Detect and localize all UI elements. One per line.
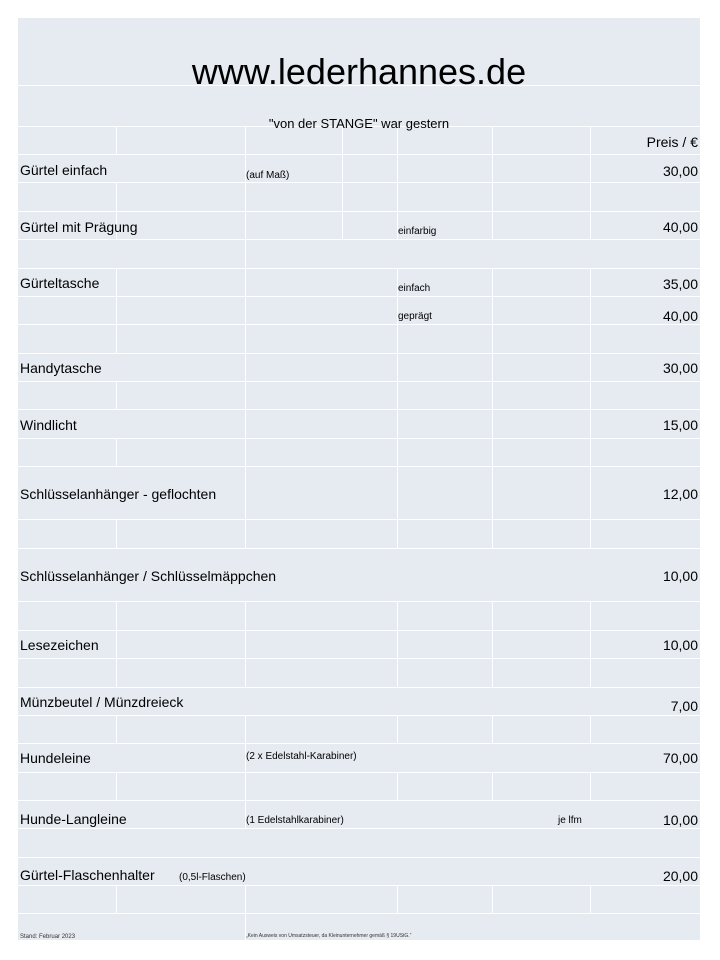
- grid-line: [18, 409, 700, 410]
- item-price: 20,00: [662, 868, 698, 884]
- grid-line: [397, 885, 398, 914]
- grid-line: [590, 715, 591, 744]
- grid-line: [18, 182, 700, 183]
- grid-line: [116, 381, 117, 410]
- grid-line: [18, 519, 700, 520]
- item-note: (1 Edelstahlkarabiner): [246, 815, 344, 826]
- item-name: Hunde-Langleine: [20, 811, 127, 827]
- grid-line: [116, 268, 117, 354]
- grid-line: [492, 772, 493, 801]
- grid-line: [18, 715, 700, 716]
- grid-line: [18, 885, 700, 886]
- grid-line: [18, 743, 700, 744]
- grid-line: [245, 885, 246, 940]
- grid-line: [590, 268, 591, 438]
- grid-line: [245, 601, 246, 687]
- item-price: 10,00: [662, 812, 698, 828]
- grid-line: [590, 182, 591, 240]
- grid-line: [245, 519, 246, 548]
- grid-line: [590, 438, 591, 520]
- item-name: Münzbeutel / Münzdreieck: [20, 694, 184, 710]
- grid-line: [492, 519, 493, 548]
- grid-line: [590, 885, 591, 914]
- grid-line: [116, 126, 117, 155]
- item-name: Gürtel einfach: [20, 162, 108, 178]
- grid-line: [492, 885, 493, 914]
- grid-line: [18, 268, 700, 269]
- footer-tax-note: „Kein Ausweis von Umsatzsteuer, da Kleinunternehmer gemäß § 19UStG.“: [246, 933, 412, 939]
- grid-line: [18, 296, 700, 297]
- item-price: 40,00: [662, 219, 698, 235]
- grid-line: [590, 519, 591, 548]
- grid-line: [18, 687, 700, 688]
- grid-line: [245, 715, 246, 828]
- item-price: 30,00: [662, 360, 698, 376]
- grid-line: [397, 519, 398, 548]
- grid-line: [397, 126, 398, 182]
- item-price: 70,00: [662, 750, 698, 766]
- grid-line: [18, 239, 700, 240]
- grid-line: [116, 715, 117, 744]
- grid-line: [116, 438, 117, 467]
- item-name: Schlüsselanhänger - geflochten: [20, 486, 217, 502]
- grid-line: [18, 601, 700, 602]
- item-name: Handytasche: [20, 360, 102, 376]
- item-price: 15,00: [662, 417, 698, 433]
- grid-line: [245, 239, 246, 439]
- grid-line: [18, 548, 700, 549]
- grid-line: [590, 772, 591, 801]
- grid-line: [492, 438, 493, 520]
- grid-line: [590, 601, 591, 687]
- item-price: 10,00: [662, 568, 698, 584]
- grid-line: [342, 182, 343, 240]
- grid-line: [18, 857, 700, 858]
- item-note: einfarbig: [398, 226, 437, 237]
- footer-stand: Stand: Februar 2023: [20, 934, 76, 940]
- grid-line: [18, 353, 700, 354]
- grid-line: [18, 381, 700, 382]
- item-note: (2 x Edelstahl-Karabiner): [246, 751, 357, 762]
- grid-line: [116, 601, 117, 687]
- item-name: Hundeleine: [20, 750, 91, 766]
- item-name: Lesezeichen: [20, 637, 99, 653]
- grid-line: [397, 438, 398, 520]
- item-note: geprägt: [398, 311, 432, 322]
- grid-line: [18, 154, 700, 155]
- item-price: 7,00: [670, 698, 698, 714]
- grid-line: [116, 519, 117, 548]
- item-note: einfach: [398, 283, 431, 294]
- grid-line: [342, 126, 343, 182]
- grid-line: [18, 211, 700, 212]
- page-title[interactable]: www.lederhannes.de: [191, 51, 527, 92]
- item-note: (auf Maß): [246, 170, 290, 181]
- page-subtitle: "von der STANGE" war gestern: [268, 116, 450, 131]
- item-name: Gürtel-Flaschenhalter: [20, 867, 155, 883]
- item-note: (0,5l-Flaschen): [179, 872, 246, 883]
- grid-line: [116, 885, 117, 914]
- grid-line: [492, 126, 493, 182]
- grid-line: [397, 715, 398, 744]
- grid-line: [18, 913, 700, 914]
- grid-line: [18, 828, 700, 829]
- item-name: Schlüsselanhänger / Schlüsselmäppchen: [20, 568, 277, 584]
- item-name: Gürteltasche: [20, 275, 100, 291]
- price-list-sheet: [18, 18, 700, 940]
- grid-line: [492, 182, 493, 240]
- grid-line: [590, 126, 591, 182]
- grid-line: [245, 438, 246, 520]
- grid-line: [397, 601, 398, 687]
- price-column-header: Preis / €: [646, 134, 698, 150]
- grid-line: [18, 630, 700, 631]
- grid-line: [116, 772, 117, 801]
- item-name: Windlicht: [20, 417, 77, 433]
- item-name: Gürtel mit Prägung: [20, 219, 138, 235]
- item-price: 12,00: [662, 486, 698, 502]
- grid-line: [397, 772, 398, 801]
- item-price: 10,00: [662, 637, 698, 653]
- grid-line: [18, 658, 700, 659]
- item-price: 35,00: [662, 276, 698, 292]
- grid-line: [18, 800, 700, 801]
- item-price: 40,00: [662, 308, 698, 324]
- grid-line: [18, 324, 700, 325]
- grid-line: [18, 438, 700, 439]
- grid-line: [245, 182, 246, 240]
- grid-line: [18, 466, 700, 467]
- item-price: 30,00: [662, 163, 698, 179]
- grid-line: [492, 601, 493, 687]
- grid-line: [492, 715, 493, 744]
- item-unit: je lfm: [558, 815, 582, 826]
- grid-line: [18, 772, 700, 773]
- grid-line: [492, 268, 493, 438]
